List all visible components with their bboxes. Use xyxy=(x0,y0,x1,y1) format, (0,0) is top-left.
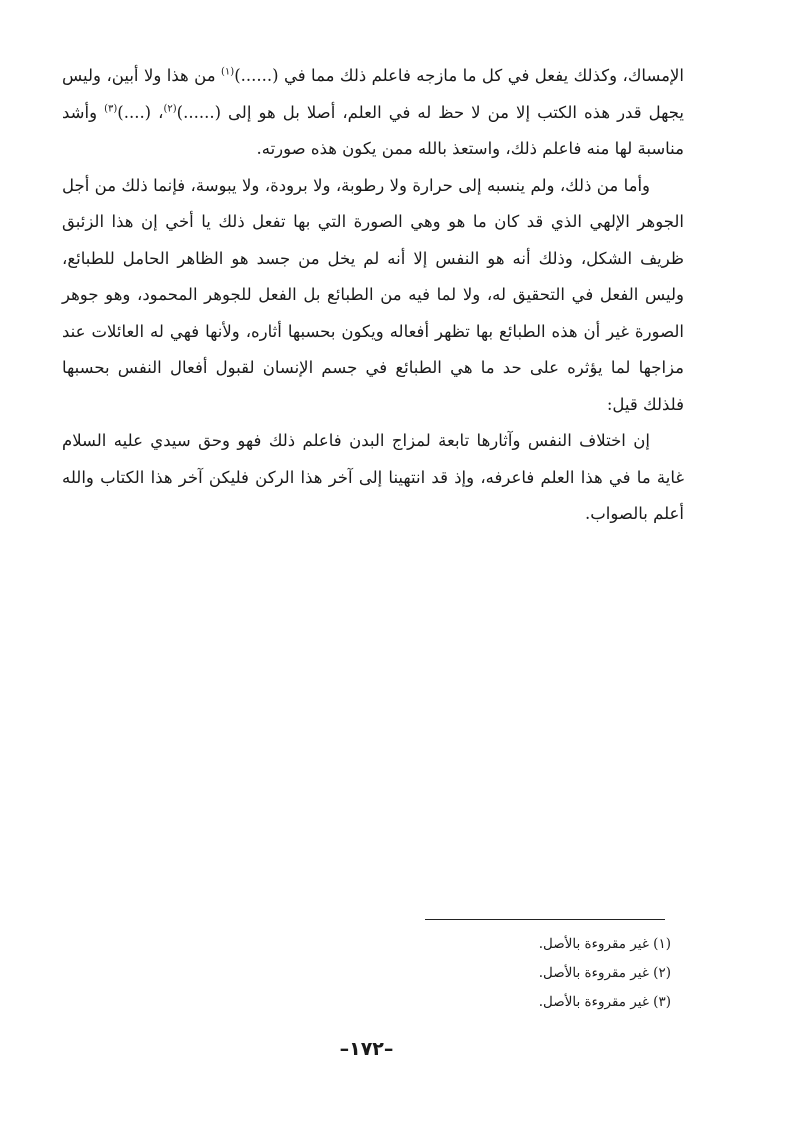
footnote-separator xyxy=(425,919,665,920)
page-number: –١٧٢– xyxy=(339,1038,394,1060)
footnote-3: (٣) غير مقروءة بالأصل. xyxy=(538,994,671,1010)
paragraph-1-part-d: وأشد مناسبة لها منه فاعلم ذلك، واستعذ بالله ممن يكون هذه صورته. xyxy=(62,102,684,158)
paragraph-2: وأما من ذلك، ولم ينسبه إلى حرارة ولا رطوبة، ولا برودة، ولا يبوسة، فإنما ذلك من أجل الجوهر الإلهي الذي قد كان ما هو وهي الصورة التي بها تفعل ذلك يا أخي إن هذا الزئبق ظريف الشكل، وذلك أنه هو النفس إلا أنه لم يخل من جسد هو الظاهر الحامل للطبائع، وليس الفعل في التحقيق له، ولا لما فيه من الطبائع بل الفعل للجوهر المحمود، وهو جوهر الصورة غير أن هذه الطبائع بها تظهر أفعاله ويكون بحسبها أثاره، ولأنها فهي له العائلات عند مزاجها لما يؤثره على حد ما هي الطبائع في جسم الإنسان لقبول أفعال النفس بحسبها فلذلك قيل: xyxy=(62,175,684,414)
footnote-1: (١) غير مقروءة بالأصل. xyxy=(538,936,671,952)
footnote-ref-3: (٣) xyxy=(104,103,118,114)
paragraph-1-part-a: الإمساك، وكذلك يفعل في كل ما مازجه فاعلم ذلك مما في (......) xyxy=(234,66,684,85)
footnote-ref-1: (١) xyxy=(221,66,235,78)
footnotes xyxy=(371,930,671,1017)
page-body xyxy=(62,58,684,533)
footnote-2: (٢) غير مقروءة بالأصل. xyxy=(538,965,671,981)
paragraph-1-part-c: ، (....) xyxy=(117,102,164,122)
footnote-ref-2: (٢) xyxy=(163,103,177,114)
paragraph-3: إن اختلاف النفس وآثارها تابعة لمزاج البدن فاعلم ذلك فهو وحق سيدي عليه السلام غاية ما في هذا العلم فاعرفه، وإذ قد انتهينا إلى آخر هذا الركن فليكن آخر هذا الكتاب والله أعلم بالصواب. xyxy=(62,431,684,523)
paragraph-1 xyxy=(62,58,684,168)
paragraph-1-part-b: من هذا ولا أبين، وليس يجهل قدر هذه الكتب إلا من لا حظ له في العلم، أصلا بل هو إلى (......) xyxy=(62,66,684,122)
